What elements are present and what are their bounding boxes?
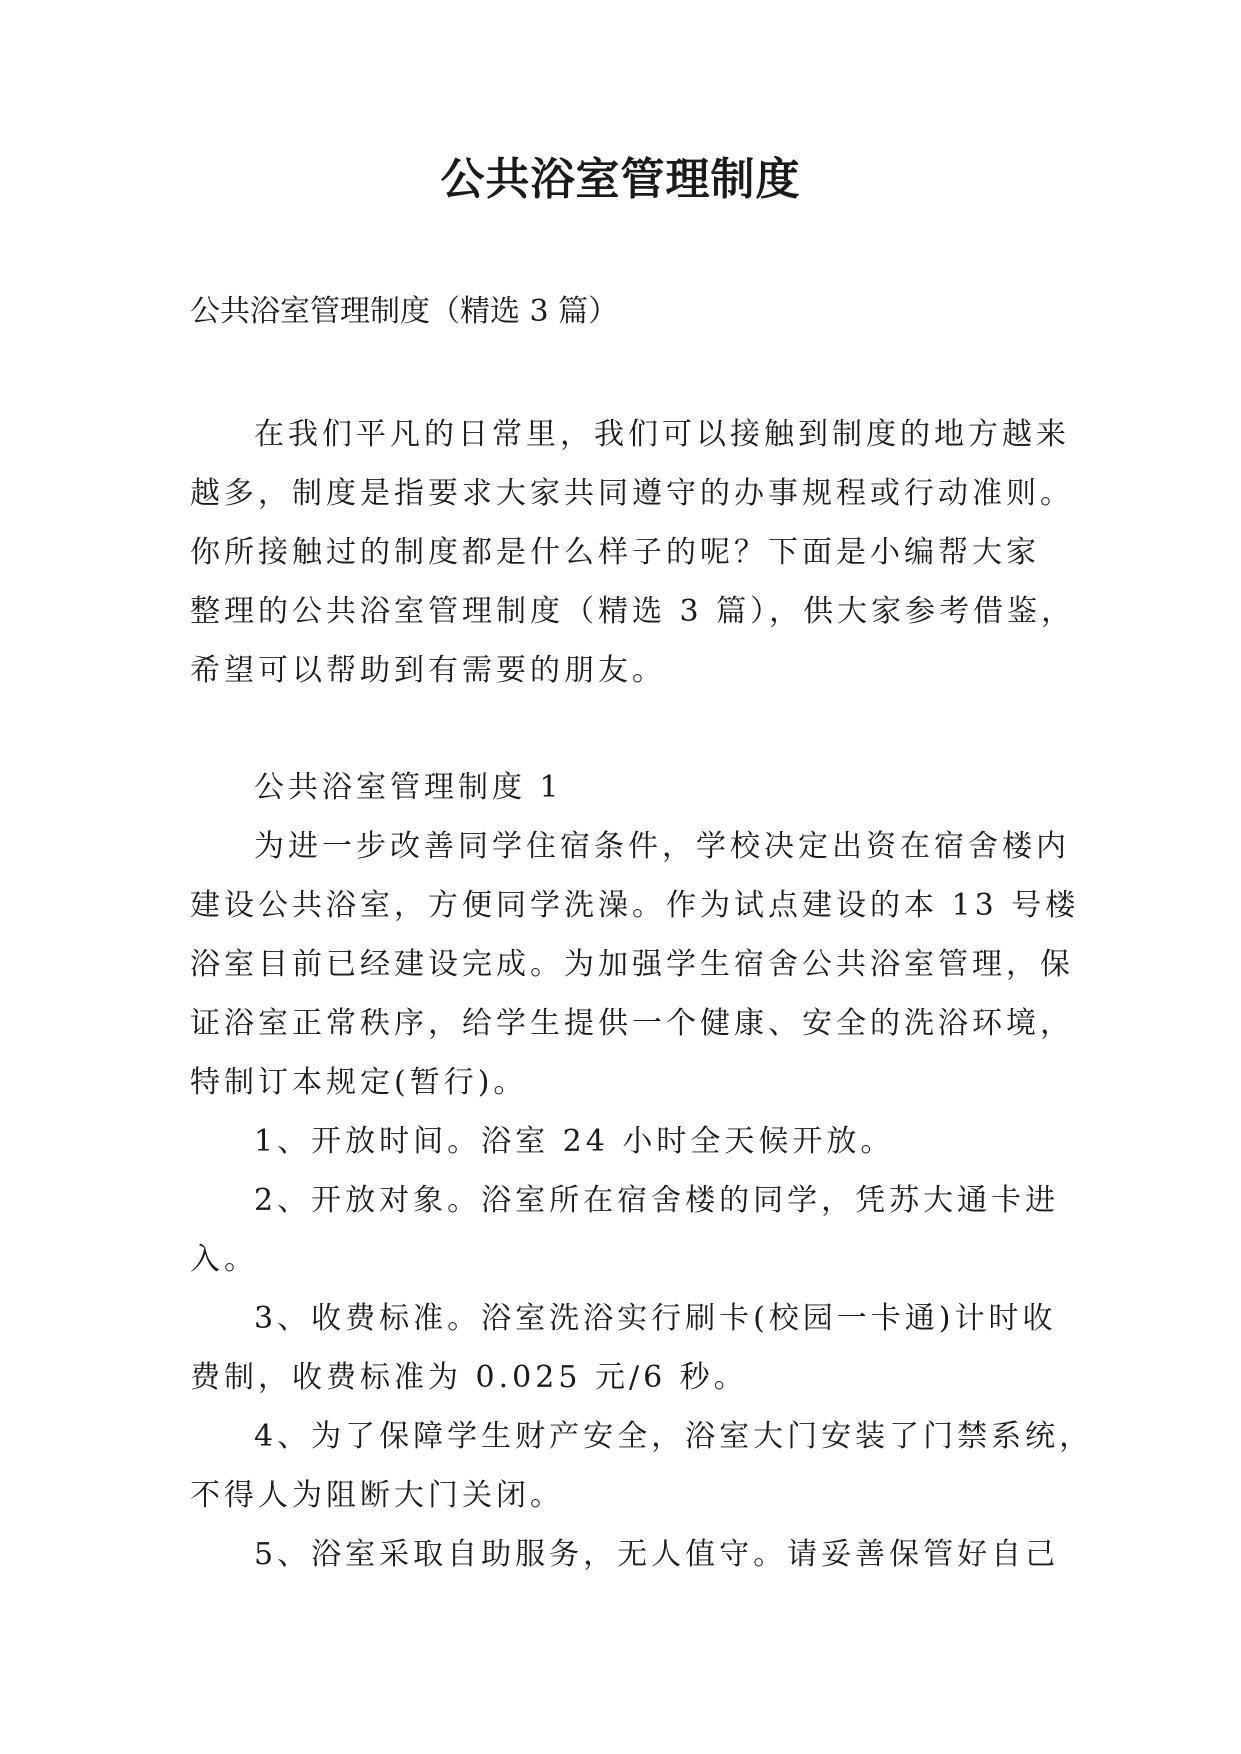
text-line: 证浴室正常秩序，给学生提供一个健康、安全的洗浴环境， xyxy=(190,1006,1074,1041)
text-line: 为进一步改善同学住宿条件，学校决定出资在宿舍楼内 xyxy=(254,829,1070,864)
list-item-2: 2、开放对象。浴室所在宿舍楼的同学，凭苏大通卡进 xyxy=(254,1183,1060,1218)
list-item-5: 5、浴室采取自助服务，无人值守。请妥善保管好自己 xyxy=(254,1537,1060,1572)
text-line: 建设公共浴室，方便同学洗澡。作为试点建设的本 13 号楼 xyxy=(190,888,1080,923)
text-line: 不得人为阻断大门关闭。 xyxy=(190,1478,564,1513)
text-line: 浴室目前已经建设完成。为加强学生宿舍公共浴室管理，保 xyxy=(190,947,1074,982)
text-line: 在我们平凡的日常里，我们可以接触到制度的地方越来 xyxy=(254,417,1070,452)
text-line: 希望可以帮助到有需要的朋友。 xyxy=(190,653,666,688)
section-1 xyxy=(190,758,1094,1584)
document-title: 公共浴室管理制度 xyxy=(440,154,801,205)
text-line: 你所接触过的制度都是什么样子的呢？下面是小编帮大家 xyxy=(190,535,1040,570)
document-subtitle: 公共浴室管理制度（精选 3 篇） xyxy=(190,294,619,329)
intro-paragraph xyxy=(190,405,1076,700)
list-item-3: 3、收费标准。浴室洗浴实行刷卡(校园一卡通)计时收 xyxy=(254,1301,1057,1336)
section-heading: 公共浴室管理制度 1 xyxy=(254,770,563,805)
text-line: 越多，制度是指要求大家共同遵守的办事规程或行动准则。 xyxy=(190,476,1074,511)
list-item-4: 4、为了保障学生财产安全，浴室大门安装了门禁系统， xyxy=(254,1419,1094,1454)
text-line: 费制，收费标准为 0.025 元/6 秒。 xyxy=(190,1360,748,1395)
text-line: 整理的公共浴室管理制度（精选 3 篇），供大家参考借鉴， xyxy=(190,594,1076,629)
list-item-1: 1、开放时间。浴室 24 小时全天候开放。 xyxy=(254,1124,895,1159)
text-line: 入。 xyxy=(190,1242,258,1277)
text-line: 特制订本规定(暂行)。 xyxy=(190,1065,528,1100)
